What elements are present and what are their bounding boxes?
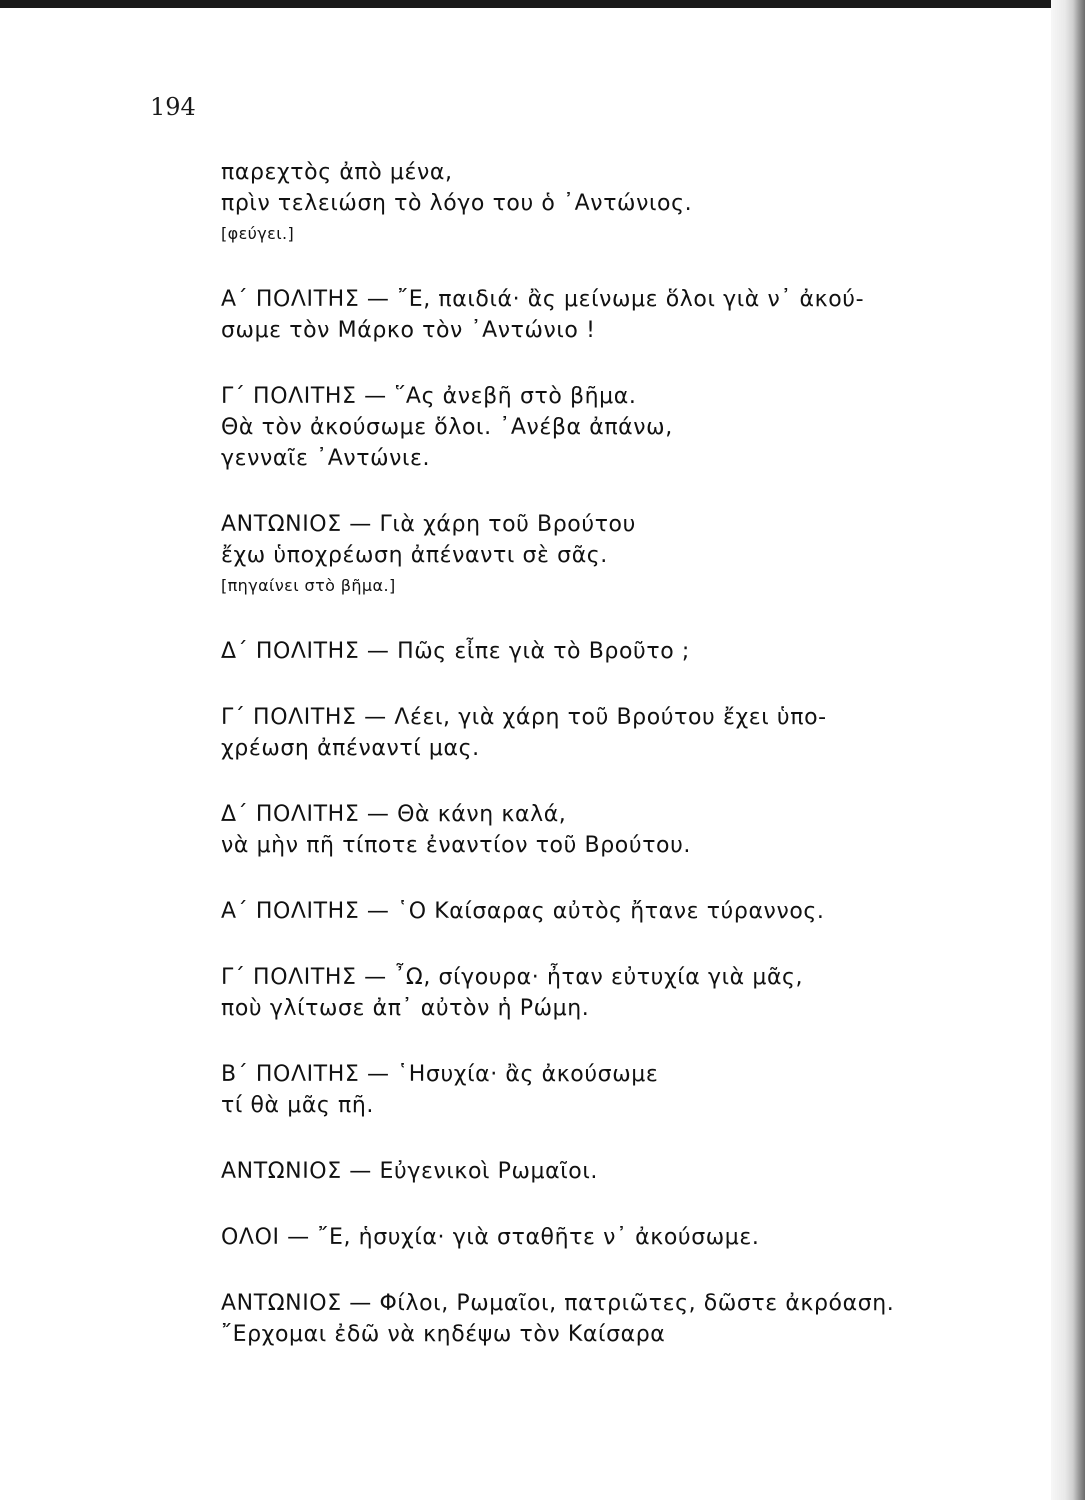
- speaker-name: Α΄ ΠΟΛΙΤΗΣ —: [221, 899, 398, 924]
- verse-line: [221, 509, 1021, 540]
- line-text: ῾Ο Καίσαρας αὐτὸς ἤτανε τύραννος.: [397, 899, 825, 924]
- verse-line: [221, 1156, 1021, 1187]
- line-text: Πῶς εἶπε γιὰ τὸ Βροῦτο ;: [397, 639, 690, 664]
- line-text: χρέωση ἀπέναντί μας.: [221, 736, 480, 761]
- verse-line: [221, 1090, 1021, 1121]
- speech: [221, 962, 1021, 1024]
- speaker-name: ΑΝΤΩΝΙΟΣ —: [221, 1291, 380, 1316]
- line-text: ῎Ε, ἡσυχία· γιὰ σταθῆτε ν᾿ ἀκούσωμε.: [317, 1225, 760, 1250]
- line-text: Εὐγενικοὶ Ρωμαῖοι.: [379, 1159, 598, 1184]
- line-text: Θὰ τὸν ἀκούσωμε ὅλοι. ᾿Ανέβα ἀπάνω,: [221, 415, 673, 440]
- speech: [221, 896, 1021, 927]
- verse-line: [221, 1059, 1021, 1090]
- verse-line: [221, 1288, 1021, 1319]
- verse-line: [221, 1319, 1021, 1350]
- verse-line: [221, 896, 1021, 927]
- speech: [221, 636, 1021, 667]
- play-text: [221, 157, 1021, 1350]
- line-text: ἔχω ὑποχρέωση ἀπέναντι σὲ σᾶς.: [221, 543, 608, 568]
- line-text: ῎Ε, παιδιά· ἂς μείνωμε ὅλοι γιὰ ν᾿ ἀκού-: [397, 287, 865, 312]
- speech: [221, 1222, 1021, 1253]
- speaker-name: ΑΝΤΩΝΙΟΣ —: [221, 512, 380, 537]
- line-text: τί θὰ μᾶς πῆ.: [221, 1093, 375, 1118]
- line-text: Θὰ κάνη καλά,: [397, 802, 567, 827]
- line-text: γενναῖε ᾿Αντώνιε.: [221, 446, 431, 471]
- line-text: Λέει, γιὰ χάρη τοῦ Βρούτου ἔχει ὑπο-: [394, 705, 827, 730]
- page-number: 194: [150, 93, 196, 121]
- verse-line: [221, 962, 1021, 993]
- speaker-name: ΑΝΤΩΝΙΟΣ —: [221, 1159, 380, 1184]
- verse-line: [221, 443, 1021, 474]
- speaker-name: Δ΄ ΠΟΛΙΤΗΣ —: [221, 639, 398, 664]
- verse-line: [221, 540, 1021, 571]
- line-text: Γιὰ χάρη τοῦ Βρούτου: [379, 512, 636, 537]
- scan-top-edge: [0, 0, 1085, 8]
- verse-line: [221, 799, 1021, 830]
- speech: [221, 157, 1021, 249]
- verse-line: [221, 830, 1021, 861]
- line-text: πρὶν τελειώση τὸ λόγο του ὁ ᾿Αντώνιος.: [221, 191, 693, 216]
- stage-direction: [πηγαίνει στὸ βῆμα.]: [221, 576, 396, 595]
- speech: [221, 1059, 1021, 1121]
- verse-line: [221, 636, 1021, 667]
- speaker-name: Β΄ ΠΟΛΙΤΗΣ —: [221, 1062, 398, 1087]
- verse-line: [221, 1222, 1021, 1253]
- line-text: ῾Ησυχία· ἂς ἀκούσωμε: [397, 1062, 659, 1087]
- line-text: ποὺ γλίτωσε ἀπ᾿ αὐτὸν ἡ Ρώμη.: [221, 996, 590, 1021]
- speaker-name: Α΄ ΠΟΛΙΤΗΣ —: [221, 287, 398, 312]
- line-text: ῞Ας ἀνεβῆ στὸ βῆμα.: [394, 384, 637, 409]
- verse-line: [221, 315, 1021, 346]
- speaker-name: Γ΄ ΠΟΛΙΤΗΣ —: [221, 965, 395, 990]
- speech: [221, 509, 1021, 601]
- line-text: ῎Ερχομαι ἐδῶ νὰ κηδέψω τὸν Καίσαρα: [221, 1322, 666, 1347]
- verse-line: [221, 381, 1021, 412]
- verse-line: [221, 702, 1021, 733]
- speech: [221, 1288, 1021, 1350]
- verse-line: [221, 993, 1021, 1024]
- stage-direction: [φεύγει.]: [221, 224, 295, 243]
- line-text: ῏Ω, σίγουρα· ἦταν εὐτυχία γιὰ μᾶς,: [394, 965, 804, 990]
- speaker-name: ΟΛΟΙ —: [221, 1225, 318, 1250]
- verse-line: [221, 157, 1021, 188]
- speech: [221, 702, 1021, 764]
- speech: [221, 381, 1021, 474]
- speaker-name: Δ΄ ΠΟΛΙΤΗΣ —: [221, 802, 398, 827]
- verse-line: [221, 733, 1021, 764]
- verse-line: [221, 284, 1021, 315]
- line-text: νὰ μὴν πῆ τίποτε ἐναντίον τοῦ Βρούτου.: [221, 833, 692, 858]
- speaker-name: Γ΄ ΠΟΛΙΤΗΣ —: [221, 384, 395, 409]
- speaker-name: Γ΄ ΠΟΛΙΤΗΣ —: [221, 705, 395, 730]
- line-text: παρεχτὸς ἀπὸ μένα,: [221, 160, 453, 185]
- line-text: Φίλοι, Ρωμαῖοι, πατριῶτες, δῶστε ἀκρόαση.: [379, 1291, 895, 1316]
- scan-page-edge: [1051, 0, 1085, 1500]
- line-text: σωμε τὸν Μάρκο τὸν ᾿Αντώνιο !: [221, 318, 596, 343]
- speech: [221, 284, 1021, 346]
- verse-line: [221, 188, 1021, 219]
- speech: [221, 1156, 1021, 1187]
- verse-line: [221, 412, 1021, 443]
- speech: [221, 799, 1021, 861]
